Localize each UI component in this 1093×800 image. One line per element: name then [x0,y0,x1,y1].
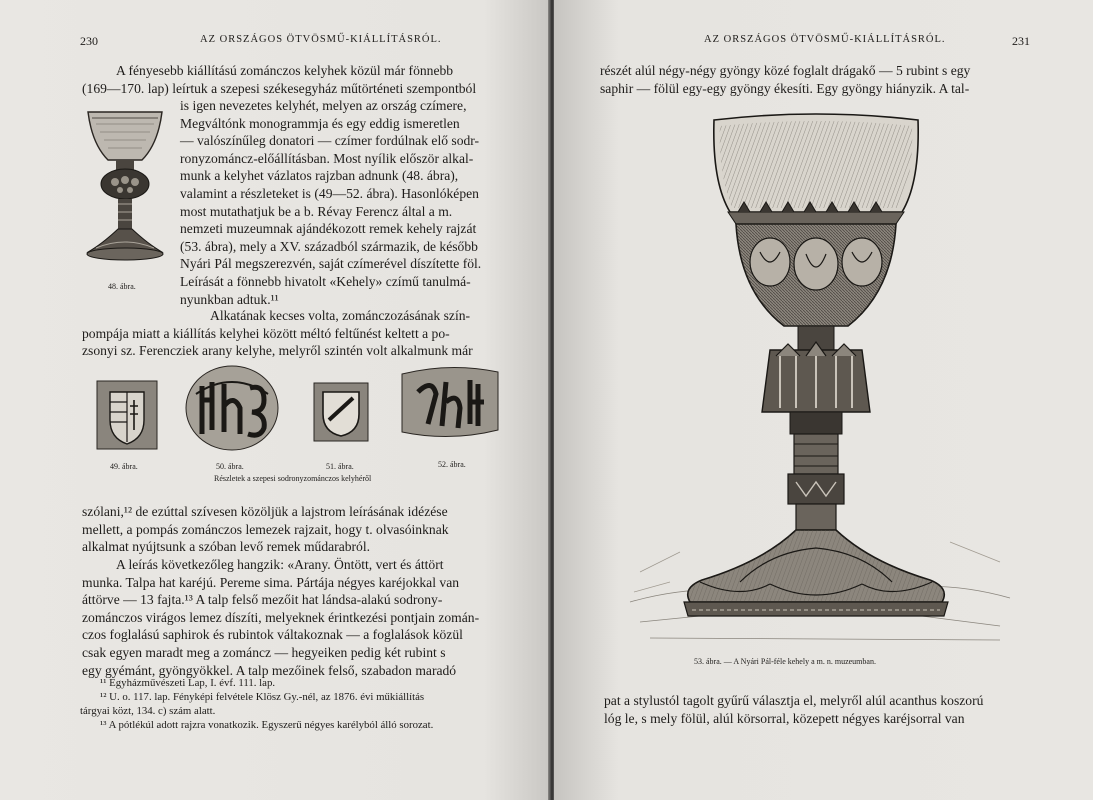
text-line: csak egyen maradt meg a zománcz — hegyeiken pedig két rubint s [82,644,446,660]
right-bottom-text [604,692,1044,727]
right-page [554,0,1093,800]
left-page-number: 230 [80,34,98,48]
footnote: ¹² U. o. 117. lap. Fényképi felvétele Klösz Gy.-nél, az 1876. évi műkiállítás [100,691,425,703]
text-line: — valószínűleg donatori — czímer fordúlnak elő sodr- [180,133,480,149]
figure-49-coat-of-arms [96,380,158,450]
text-line: szólani,¹² de ezúttal szívesen közöljük a lajstrom leírásának idézése [82,504,448,519]
text-line: is igen nevezetes kelyhét, melyen az ország czímere, [180,98,467,113]
figure-53-chalice [620,112,1016,652]
text-line: pat a stylustól tagolt gyűrű választja el, melyről alúl acanthus koszorú [604,693,984,708]
right-page-number: 231 [1012,34,1030,48]
left-running-head: AZ ORSZÁGOS ÖTVÖSMŰ-KIÁLLÍTÁSRÓL. [200,34,442,45]
figure-49-caption: 49. ábra. [110,462,138,471]
text-line: Alkatának kecses volta, zománczozásának szín- [210,308,471,323]
figure-51-caption: 51. ábra. [326,462,354,471]
para2 [82,307,528,360]
footnote: ¹³ A pótlékúl adott rajzra vonatkozik. Egyszerű négyes karélyból álló sorozat. [100,719,434,731]
para1-top [82,62,528,97]
text-line: lóg le, s mely fölül, alúl körsorral, közepett négyes karéjsorral van [604,710,965,726]
text-line: mellett, a pompás zománczos lemezek rajzait, hogy t. olvasóinknak [82,521,449,537]
figure-strip-title: Részletek a szepesi sodronyzománczos kelyhéről [214,474,372,483]
text-line: munka. Talpa hat karéjú. Pereme sima. Pártája négyes karéjokkal van [82,574,460,590]
figure-48-caption: 48. ábra. [108,282,136,291]
para4 [82,556,528,679]
text-line: zsonyi sz. Ferencziek arany kelyhe, melyről szintén volt alkalmunk már [82,343,473,359]
text-line: Megváltónk monogrammja és egy eddig ismeretlen [180,115,460,131]
figure-53-caption: 53. ábra. — A Nyári Pál-féle kehely a m. n. muzeumban. [694,657,876,666]
text-line: (169—170. lap) leírtuk a szepesi székesegyház műtörténeti szempontból [82,80,477,96]
text-line: pompája miatt a kiállítás kelyhei között méltó feltűnést keltett a po- [82,325,450,341]
text-line: nyunkban adtuk.¹¹ [180,291,279,307]
text-line: valamint a részleteket is (49—52. ábra). Hasonlóképen [180,185,479,201]
text-line: áttörve — 13 fajta.¹³ A talp felső mezőit hat lándsa-alakú sodrony- [82,592,443,608]
text-line: Leírását a fönnebb hivatolt «Kehely» czímű tanulmá- [180,273,471,289]
figure-51-shield [313,382,369,442]
text-line: (53. ábra), mely a XV. századból származik, de később [180,238,478,254]
text-line: A fényesebb kiállítású zománczos kelyhek közül már fönnebb [116,63,454,78]
text-line: czos foglalású saphirok és rubintok váltakoznak — a foglalások közül [82,627,463,643]
figure-50-monogram [184,364,280,452]
para1-wrap [180,97,528,308]
text-line: egy gyémánt, gyöngyökkel. A talp mezőinek felső, szabadon maradó [82,662,457,678]
text-line: alkalmat nyújtsunk a szóban levő remek műdarabról. [82,539,371,555]
figure-50-caption: 50. ábra. [216,462,244,471]
right-running-head: AZ ORSZÁGOS ÖTVÖSMŰ-KIÁLLÍTÁSRÓL. [704,34,946,45]
text-line: A leírás következőleg hangzik: «Arany. Öntött, vert és áttört [116,557,444,572]
figure-52-caption: 52. ábra. [438,460,466,469]
text-line: ronyzománcz-előállításban. Most nyílik először alkal- [180,150,474,166]
footnotes [80,676,530,732]
text-line: most mutathatjuk be a b. Révay Ferencz által a m. [180,203,453,219]
para3 [82,503,528,556]
footnote: ¹¹ Egyházművészeti Lap, I. évf. 111. lap. [100,677,276,689]
text-line: nemzeti muzeumnak ajándékozott remek kehely rajzát [180,221,477,237]
figure-48-chalice [82,104,168,266]
footnote: tárgyai közt, 134. c) szám alatt. [80,705,216,717]
text-line: munk a kelyhet vázlatos rajzban adnunk (48. ábra), [180,168,459,184]
text-line: saphir — fölül egy-egy gyöngy ékesíti. Egy gyöngy hiányzik. A tal- [600,80,970,96]
right-top-text [600,62,1040,97]
figure-52-monogram [398,362,502,442]
text-line: részét alúl négy-négy gyöngy közé foglalt drágakő — 5 rubint s egy [600,63,971,78]
text-line: Nyári Pál megszerezvén, saját czímerével díszítette föl. [180,256,482,272]
text-line: zománczos virágos lemez díszíti, melyeknek érintkezési pontjain zomán- [82,609,480,625]
